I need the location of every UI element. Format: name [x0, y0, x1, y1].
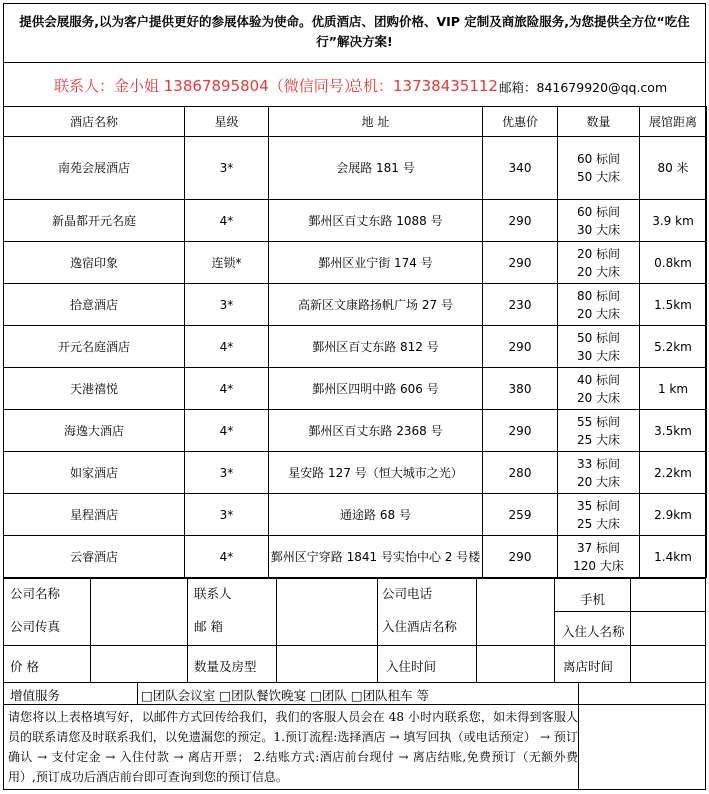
- header-star: 星级: [185, 107, 269, 137]
- quantity-standard: 40 标间: [576, 372, 621, 387]
- label-company-name: 公司名称: [10, 586, 61, 601]
- hotel-name-cell: 逸宿印象: [4, 242, 185, 284]
- header-price: 优惠价: [483, 107, 558, 137]
- hotel-name-cell: 天港禧悦: [4, 368, 185, 410]
- quantity-king: 120 大床: [573, 558, 624, 573]
- star-cell: 4*: [185, 536, 269, 578]
- star-cell: 3*: [185, 494, 269, 536]
- form-line: [554, 578, 555, 682]
- star-cell: 连锁*: [185, 242, 269, 284]
- label-company-phone: 公司电话: [382, 586, 433, 601]
- quantity-cell: [558, 536, 640, 578]
- quantity-king: 20 大床: [576, 306, 621, 321]
- header-quantity: 数量: [558, 107, 640, 137]
- hotel-name-cell: 云睿酒店: [4, 536, 185, 578]
- price-cell: 290: [483, 200, 558, 242]
- hotel-name-cell: 新晶都开元名庭: [4, 200, 185, 242]
- quantity-king: 20 大床: [576, 474, 621, 489]
- price-cell: 340: [483, 137, 558, 200]
- quantity-cell: [558, 200, 640, 242]
- table-row: [4, 284, 707, 326]
- price-cell: 280: [483, 452, 558, 494]
- address-cell: 星安路 127 号（恒大城市之光）: [269, 452, 483, 494]
- quantity-king: 30 大床: [576, 348, 621, 363]
- form-line: [276, 578, 277, 682]
- star-cell: 3*: [185, 284, 269, 326]
- price-cell: 290: [483, 410, 558, 452]
- hotel-name-cell: 星程酒店: [4, 494, 185, 536]
- table-row: [4, 137, 707, 200]
- distance-cell: 0.8km: [640, 242, 707, 284]
- form-line: [578, 682, 579, 790]
- booking-notice: 请您将以上表格填写好，以邮件方式回传给我们，我们的客服人员会在 48 小时内联系您，如未得到客服人员的联系请您及时联系我们，以免遗漏您的预定。1.预订流程:选择酒店 → 填写回执（或电话预定） → 预订确认 → 支付定金 → 入住付款 → 离店开票； 2.结账方式:酒店前台现付 → 离店结账,免费预订（无额外费用）,预订成功后酒店前台即可查询到您的预订信息。: [8, 710, 578, 784]
- price-cell: 290: [483, 536, 558, 578]
- label-mobile: 手机: [580, 592, 606, 607]
- quantity-standard: 60 标间: [576, 152, 621, 166]
- quantity-cell: [558, 326, 640, 368]
- address-cell: 鄞州区宁穿路 1841 号实怡中心 2 号楼: [269, 536, 483, 578]
- table-row: [4, 368, 707, 410]
- address-cell: 鄞州区百丈东路 1088 号: [269, 200, 483, 242]
- form-line: [3, 704, 706, 705]
- quantity-standard: 60 标间: [576, 204, 621, 219]
- table-row: [4, 410, 707, 452]
- form-line: [630, 578, 631, 682]
- form-line: [137, 682, 138, 704]
- switchboard: 总机：13738435112: [348, 77, 498, 95]
- distance-cell: 3.5km: [640, 410, 707, 452]
- label-contact-person: 联系人: [194, 586, 232, 601]
- address-cell: 通途路 68 号: [269, 494, 483, 536]
- intro-text: 提供会展服务,以为客户提供更好的参展体验为使命。优质酒店、团购价格、VIP 定制及商旅险服务,为您提供全方位“吃住行”解决方案!: [19, 14, 690, 49]
- hotel-name-cell: 海逸大酒店: [4, 410, 185, 452]
- address-cell: 会展路 181 号: [269, 137, 483, 200]
- quantity-standard: 50 标间: [576, 330, 621, 345]
- label-company-fax: 公司传真: [10, 619, 61, 634]
- contact-person: 联系人：金小姐 13867895804（微信同号）: [54, 77, 359, 95]
- table-row: [4, 536, 707, 578]
- hotel-name-cell: 拾意酒店: [4, 284, 185, 326]
- header-distance: 展馆距离: [640, 107, 707, 137]
- form-line: [90, 578, 91, 682]
- price-cell: 290: [483, 326, 558, 368]
- distance-cell: 2.2km: [640, 452, 707, 494]
- table-row: [4, 494, 707, 536]
- star-cell: 4*: [185, 368, 269, 410]
- form-line: [3, 645, 706, 646]
- quantity-king: 30 大床: [576, 222, 621, 237]
- star-cell: 4*: [185, 410, 269, 452]
- distance-cell: 1.5km: [640, 284, 707, 326]
- form-line: [377, 578, 378, 682]
- star-cell: 4*: [185, 326, 269, 368]
- distance-cell: 80 米: [640, 137, 707, 200]
- label-price: 价 格: [10, 659, 39, 674]
- table-row: [4, 452, 707, 494]
- star-cell: 3*: [185, 452, 269, 494]
- price-cell: 259: [483, 494, 558, 536]
- quantity-king: 20 大床: [576, 390, 621, 405]
- address-cell: 鄞州区四明中路 606 号: [269, 368, 483, 410]
- label-hotel-name: 入住酒店名称: [382, 619, 458, 634]
- quantity-standard: 33 标间: [576, 456, 621, 471]
- price-cell: 230: [483, 284, 558, 326]
- price-cell: 380: [483, 368, 558, 410]
- quantity-standard: 55 标间: [576, 414, 621, 429]
- header-hotel-name: 酒店名称: [4, 107, 185, 137]
- address-cell: 鄞州区百丈东路 2368 号: [269, 410, 483, 452]
- form-line: [3, 682, 706, 683]
- distance-cell: 5.2km: [640, 326, 707, 368]
- quantity-cell: [558, 410, 640, 452]
- price-cell: 290: [483, 242, 558, 284]
- label-qty-room: 数量及房型: [194, 659, 257, 674]
- quantity-cell: [558, 284, 640, 326]
- hotel-name-cell: 开元名庭酒店: [4, 326, 185, 368]
- quantity-standard: 20 标间: [576, 246, 621, 261]
- label-services: 增值服务: [10, 688, 61, 703]
- table-row: [4, 242, 707, 284]
- quantity-cell: [558, 494, 640, 536]
- hotel-table: [3, 106, 707, 578]
- label-email: 邮 箱: [194, 619, 223, 634]
- star-cell: 3*: [185, 137, 269, 200]
- form-line: [3, 578, 706, 579]
- distance-cell: 2.9km: [640, 494, 707, 536]
- hotel-name-cell: 南苑会展酒店: [4, 137, 185, 200]
- table-row: [4, 326, 707, 368]
- address-cell: 鄞州区百丈东路 812 号: [269, 326, 483, 368]
- quantity-king: 25 大床: [576, 516, 621, 531]
- contact-email[interactable]: 邮箱：841679920@qq.com: [499, 80, 668, 95]
- quantity-cell: [558, 452, 640, 494]
- quantity-standard: 35 标间: [576, 498, 621, 513]
- label-guest-name: 入住人名称: [562, 624, 625, 639]
- service-options[interactable]: □团队会议室 □团队餐饮晚宴 □团队 □团队租车 等: [141, 688, 430, 703]
- star-cell: 4*: [185, 200, 269, 242]
- address-cell: 高新区文康路扬帆广场 27 号: [269, 284, 483, 326]
- quantity-king: 20 大床: [576, 264, 621, 279]
- distance-cell: 1 km: [640, 368, 707, 410]
- quantity-cell: [558, 368, 640, 410]
- quantity-cell: [558, 137, 640, 200]
- quantity-standard: 80 标间: [576, 288, 621, 303]
- form-line: [187, 578, 188, 682]
- table-header-row: [4, 107, 707, 137]
- quantity-king: 25 大床: [576, 432, 621, 447]
- quantity-king: 50 大床: [576, 170, 621, 184]
- contact-bar: [4, 63, 705, 105]
- hotel-name-cell: 如家酒店: [4, 452, 185, 494]
- table-row: [4, 200, 707, 242]
- quantity-cell: [558, 242, 640, 284]
- label-checkout-time: 离店时间: [563, 659, 614, 674]
- distance-cell: 1.4km: [640, 536, 707, 578]
- label-checkin-time: 入住时间: [386, 659, 437, 674]
- distance-cell: 3.9 km: [640, 200, 707, 242]
- header-address: 地 址: [269, 107, 483, 137]
- address-cell: 鄞州区业宁街 174 号: [269, 242, 483, 284]
- quantity-standard: 37 标间: [576, 540, 621, 555]
- form-line: [476, 578, 477, 682]
